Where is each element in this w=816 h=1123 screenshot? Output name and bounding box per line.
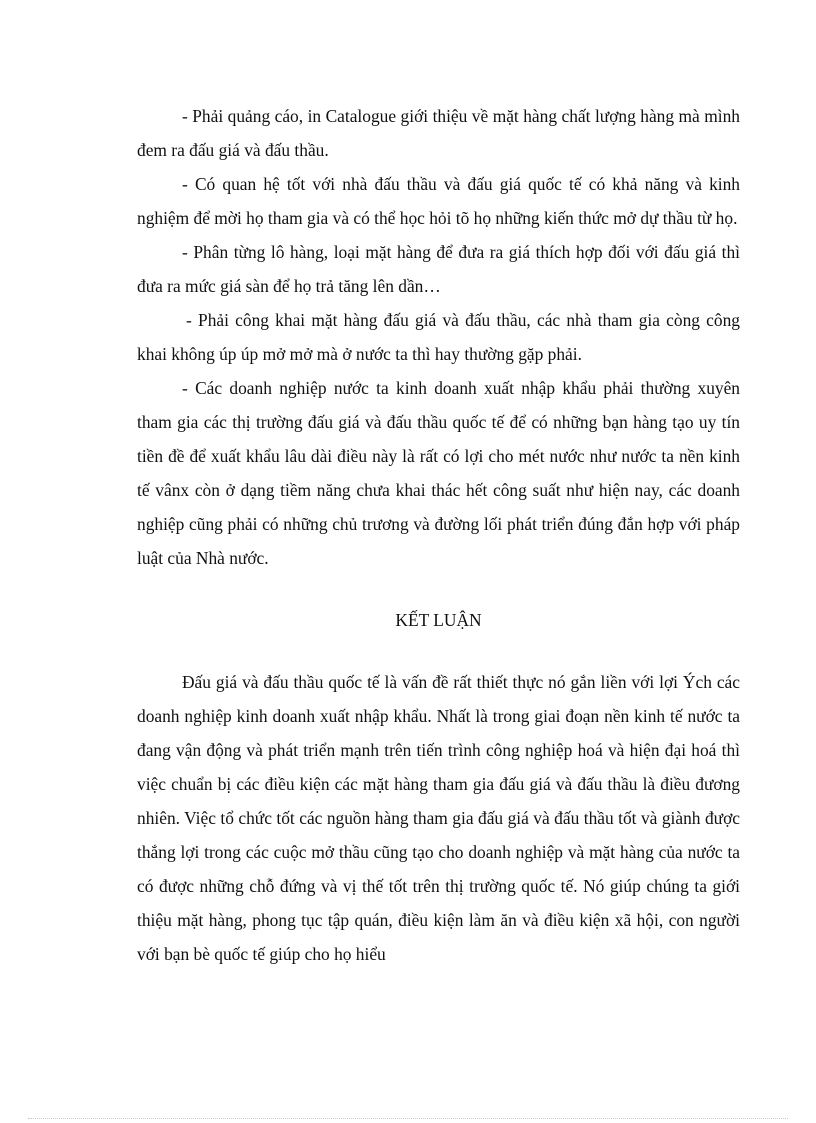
paragraph-transparency: - Phải công khai mặt hàng đấu giá và đấu thầu, các nhà tham gia còng công khai không úp úp mở mở mà ở nước ta thì hay thường gặp phải. <box>137 310 740 364</box>
paragraph-advertising: - Phải quảng cáo, in Catalogue giới thiệu về mặt hàng chất lượng hàng mà mình đem ra đấu giá và đấu thầu. <box>137 106 740 160</box>
paragraph-lots: - Phân từng lô hàng, loại mặt hàng để đưa ra giá thích hợp đối với đấu giá thì đưa ra mức giá sàn để họ trả tăng lên dần… <box>137 242 740 296</box>
paragraph-conclusion: Đấu giá và đấu thầu quốc tế là vấn đề rất thiết thực nó gắn liền với lợi Ých các doanh nghiệp kinh doanh xuất nhập khẩu. Nhất là trong giai đoạn nền kinh tế nước ta đang vận động và phát triển mạnh trên tiến trình công nghiệp hoá và hiện đại hoá thì việc chuẩn bị các điều kiện các mặt hàng tham gia đấu giá và đấu thầu là điều đương nhiên. Việc tổ chức tốt các nguồn hàng tham gia đấu giá và đấu thầu tốt và giành được thắng lợi trong các cuộc mở thầu cũng tạo cho doanh nghiệp và mặt hàng của nước ta có được những chỗ đứng và vị thế tốt trên thị trường quốc tế. Nó giúp chúng ta giới thiệu mặt hàng, phong tục tập quán, điều kiện làm ăn và điều kiện xã hội, con người với bạn bè quốc tế giúp cho họ hiểu <box>137 672 740 964</box>
paragraph-relationships: - Có quan hệ tốt với nhà đấu thầu và đấu giá quốc tế có khả năng và kinh nghiệm để mời họ tham gia và có thể học hỏi tõ họ những kiến thức mở dự thầu từ họ. <box>137 174 740 228</box>
document-body <box>137 99 740 971</box>
paragraph-enterprises: - Các doanh nghiệp nước ta kinh doanh xuất nhập khẩu phải thường xuyên tham gia các thị trường đấu giá và đấu thầu quốc tế để có những bạn hàng tạo uy tín tiền đề để xuất khẩu lâu dài điều này là rất có lợi cho mét nước như nước ta nền kinh tế vânx còn ở dạng tiềm năng chưa khai thác hết công suất như hiện nay, các doanh nghiệp cũng phải có những chủ trương và đường lối phát triển đúng đắn hợp với pháp luật của Nhà nước. <box>137 378 740 568</box>
section-heading: KẾT LUẬN <box>395 610 482 630</box>
page-bottom-divider <box>28 1118 788 1119</box>
